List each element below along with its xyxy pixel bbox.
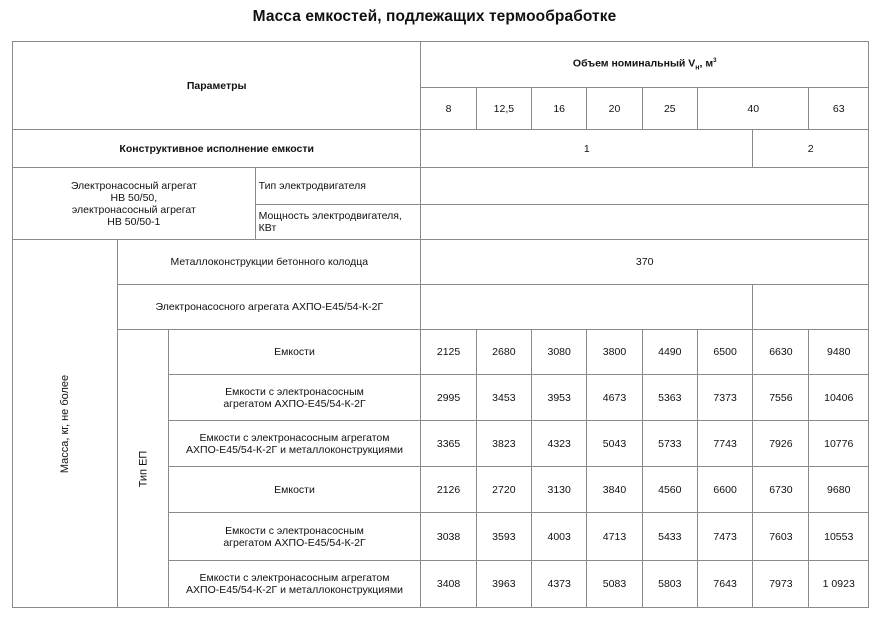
metal-label: Металлоконструкции бетонного колодца (118, 240, 421, 285)
motor-power-value (421, 205, 869, 240)
row-label: Емкости с электронасосным агрегатом АХПО-Е45/54-К-2Г и металлоконструкциями (168, 561, 421, 608)
value-cell: 9680 (809, 467, 869, 513)
value-cell: 6630 (753, 330, 809, 375)
motor-type-value (421, 168, 869, 205)
value-cell: 10553 (809, 513, 869, 561)
parameters-header: Параметры (13, 42, 421, 130)
value-cell: 9480 (809, 330, 869, 375)
volume-cell: 12,5 (476, 88, 531, 130)
motor-power-label: Мощность электродвигателя, КВт (255, 205, 421, 240)
value-cell: 3823 (476, 421, 531, 467)
value-cell: 7373 (697, 375, 752, 421)
mass-table (12, 41, 869, 608)
value-cell: 4560 (642, 467, 697, 513)
design-label: Конструктивное исполнение емкости (13, 130, 421, 168)
value-cell: 3038 (421, 513, 476, 561)
row-label: Емкости с электронасосным агрегатом АХПО-Е45/54-К-2Г (168, 375, 421, 421)
value-cell: 3840 (587, 467, 642, 513)
design-value-1: 1 (421, 130, 753, 168)
value-cell: 3953 (532, 375, 587, 421)
value-cell: 3130 (532, 467, 587, 513)
volume-cell: 63 (809, 88, 869, 130)
value-cell: 5733 (642, 421, 697, 467)
value-cell: 6600 (697, 467, 752, 513)
value-cell: 1 0923 (809, 561, 869, 608)
value-cell: 4373 (532, 561, 587, 608)
value-cell: 3800 (587, 330, 642, 375)
value-cell: 3408 (421, 561, 476, 608)
row-label: Емкости (168, 467, 421, 513)
value-cell: 7603 (753, 513, 809, 561)
volume-cell: 40 (697, 88, 809, 130)
row-label: Емкости (168, 330, 421, 375)
pump-mass-value-1 (421, 285, 753, 330)
volume-cell: 20 (587, 88, 642, 130)
value-cell: 6500 (697, 330, 752, 375)
value-cell: 3080 (532, 330, 587, 375)
value-cell: 7973 (753, 561, 809, 608)
value-cell: 5433 (642, 513, 697, 561)
value-cell: 7473 (697, 513, 752, 561)
pump-label: Электронасосный агрегат НВ 50/50, электронасосный агрегат НВ 50/50-1 (13, 168, 256, 240)
value-cell: 5043 (587, 421, 642, 467)
value-cell: 5803 (642, 561, 697, 608)
type-label: Тип ЕП (118, 330, 168, 608)
value-cell: 2720 (476, 467, 531, 513)
value-cell: 3593 (476, 513, 531, 561)
value-cell: 7643 (697, 561, 752, 608)
value-cell: 5083 (587, 561, 642, 608)
pump-mass-label: Электронасосного агрегата АХПО-Е45/54-К-2Г (118, 285, 421, 330)
metal-value: 370 (421, 240, 869, 285)
row-label: Емкости с электронасосным агрегатом АХПО-Е45/54-К-2Г (168, 513, 421, 561)
motor-type-label: Тип электродвигателя (255, 168, 421, 205)
value-cell: 2126 (421, 467, 476, 513)
value-cell: 2995 (421, 375, 476, 421)
value-cell: 4490 (642, 330, 697, 375)
mass-label: Масса, кг, не более (13, 240, 118, 608)
value-cell: 2125 (421, 330, 476, 375)
row-label: Емкости с электронасосным агрегатом АХПО-Е45/54-К-2Г и металлоконструкциями (168, 421, 421, 467)
value-cell: 10406 (809, 375, 869, 421)
page-title: Масса емкостей, подлежащих термообработке (252, 8, 617, 25)
value-cell: 3963 (476, 561, 531, 608)
volume-header: Объем номинальный $V_н$, $м^3$ (421, 42, 869, 88)
pump-mass-value-2 (753, 285, 869, 330)
value-cell: 10776 (809, 421, 869, 467)
design-value-2: 2 (753, 130, 869, 168)
value-cell: 3453 (476, 375, 531, 421)
value-cell: 7743 (697, 421, 752, 467)
value-cell: 7556 (753, 375, 809, 421)
value-cell: 4003 (532, 513, 587, 561)
value-cell: 5363 (642, 375, 697, 421)
value-cell: 4323 (532, 421, 587, 467)
table-row (13, 330, 869, 375)
volume-cell: 8 (421, 88, 476, 130)
volume-cell: 16 (532, 88, 587, 130)
value-cell: 3365 (421, 421, 476, 467)
value-cell: 4673 (587, 375, 642, 421)
value-cell: 2680 (476, 330, 531, 375)
value-cell: 7926 (753, 421, 809, 467)
value-cell: 4713 (587, 513, 642, 561)
value-cell: 6730 (753, 467, 809, 513)
volume-cell: 25 (642, 88, 697, 130)
